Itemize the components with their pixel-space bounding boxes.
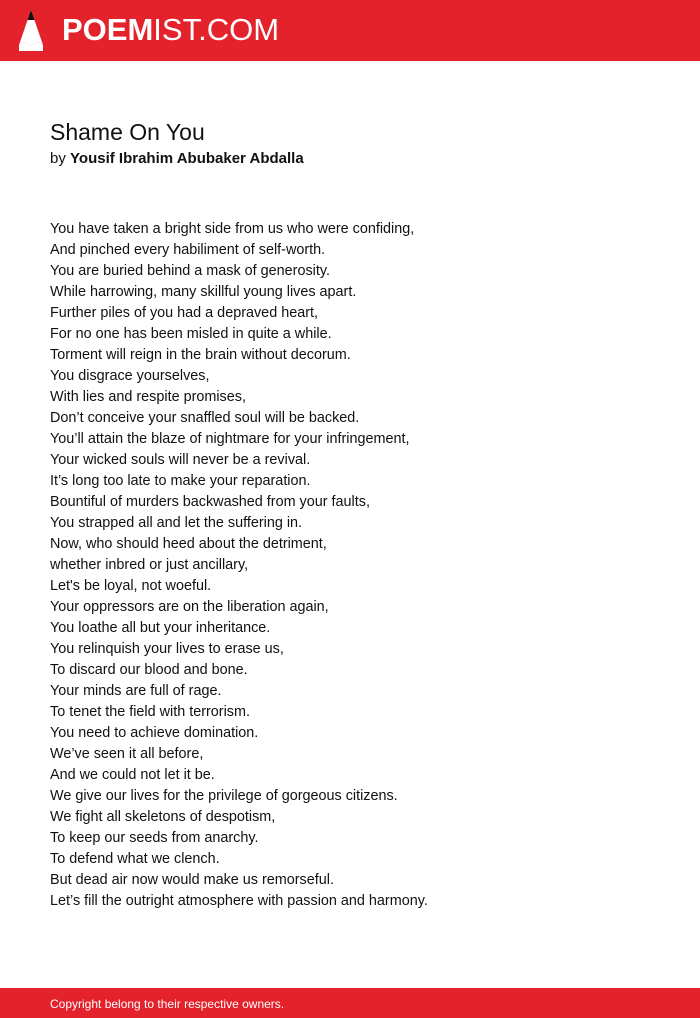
poem-line: But dead air now would make us remorseful. bbox=[50, 872, 334, 888]
poem-line: While harrowing, many skillful young lives apart. bbox=[50, 284, 357, 300]
poem-line: Further piles of you had a depraved heart, bbox=[50, 305, 318, 321]
poem-line: And pinched every habiliment of self-worth. bbox=[50, 242, 326, 258]
poem-line: You disgrace yourselves, bbox=[50, 368, 210, 384]
poem-line: Your wicked souls will never be a revival. bbox=[50, 452, 311, 468]
poem-line: And we could not let it be. bbox=[50, 767, 215, 783]
poem-line: To tenet the field with terrorism. bbox=[50, 704, 250, 720]
poem-line: We give our lives for the privilege of gorgeous citizens. bbox=[50, 788, 398, 804]
poem-line: It’s long too late to make your reparation. bbox=[50, 473, 311, 489]
poem-line: To discard our blood and bone. bbox=[50, 662, 248, 678]
poem-line: Let's be loyal, not woeful. bbox=[50, 578, 212, 594]
poem-line: You need to achieve domination. bbox=[50, 725, 259, 741]
site-footer bbox=[0, 988, 700, 1018]
poem-byline bbox=[50, 148, 304, 170]
poem-line: To keep our seeds from anarchy. bbox=[50, 830, 259, 846]
poem-line: For no one has been misled in quite a while. bbox=[50, 326, 332, 342]
poem-line: Let’s fill the outright atmosphere with passion and harmony. bbox=[50, 893, 428, 909]
poem-line: You loathe all but your inheritance. bbox=[50, 620, 271, 636]
logo-brand-bold: POEM bbox=[62, 12, 154, 47]
poem-author: Yousif Ibrahim Abubaker Abdalla bbox=[70, 150, 304, 167]
poem-line: whether inbred or just ancillary, bbox=[50, 557, 249, 573]
poem-line: Now, who should heed about the detriment, bbox=[50, 536, 327, 552]
poem-line: With lies and respite promises, bbox=[50, 389, 246, 405]
poem-line: You relinquish your lives to erase us, bbox=[50, 641, 284, 657]
poem-line: You’ll attain the blaze of nightmare for your infringement, bbox=[50, 431, 410, 447]
poem-line: You are buried behind a mask of generosity. bbox=[50, 263, 330, 279]
poem-line: Your minds are full of rage. bbox=[50, 683, 222, 699]
poem-line: To defend what we clench. bbox=[50, 851, 220, 867]
poem-line: You strapped all and let the suffering in. bbox=[50, 515, 303, 531]
poem-line: Torment will reign in the brain without decorum. bbox=[50, 347, 351, 363]
poem-line: Bountiful of murders backwashed from your faults, bbox=[50, 494, 370, 510]
poem-title: Shame On You bbox=[50, 119, 205, 145]
poem-line: We fight all skeletons of despotism, bbox=[50, 809, 276, 825]
logo-brand-light: IST.COM bbox=[153, 12, 280, 47]
poem-body bbox=[50, 219, 670, 912]
pencil-tip-icon bbox=[18, 9, 44, 52]
poem-line: Your oppressors are on the liberation again, bbox=[50, 599, 329, 615]
poem-line: Don’t conceive your snaffled soul will be backed. bbox=[50, 410, 360, 426]
copyright-notice: Copyright belong to their respective owners. bbox=[50, 997, 285, 1011]
byline-label: by bbox=[50, 150, 66, 167]
poem-line: You have taken a bright side from us who were confiding, bbox=[50, 221, 415, 237]
site-header bbox=[0, 0, 700, 61]
site-logo[interactable] bbox=[62, 12, 279, 48]
poem-line: We’ve seen it all before, bbox=[50, 746, 204, 762]
